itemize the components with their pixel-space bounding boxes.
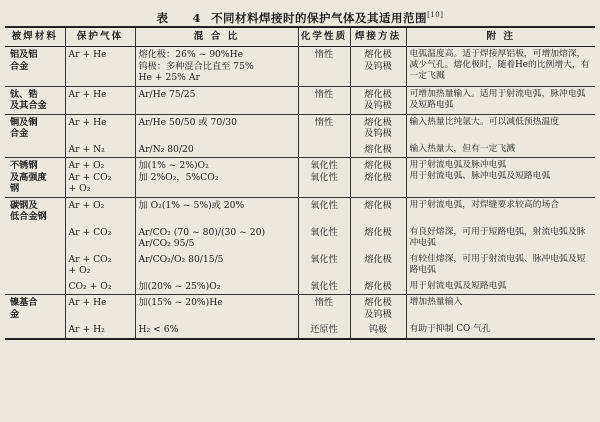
material-cell: 镍基合 金 <box>5 295 65 323</box>
table-row <box>5 158 595 198</box>
material-cell <box>5 252 65 279</box>
mix-ratio-cell: H₂ < 6% <box>135 322 298 339</box>
chemical-property-cell: 惰性 <box>298 114 350 142</box>
gas-cell: Ar + He <box>65 47 135 87</box>
welding-method-cell: 熔化极 <box>350 197 406 225</box>
caption-number: 4 <box>192 10 202 25</box>
chemical-property-cell: 氧化性 <box>298 197 350 225</box>
mix-ratio-cell: 加(1% ~ 2%)O₂ 加 2%O₂，5%CO₂ <box>135 158 298 198</box>
table-row <box>5 86 595 114</box>
mix-ratio-cell: Ar/He 50/50 或 70/30 <box>135 114 298 142</box>
gas-cell: CO₂ + O₂ <box>65 279 135 295</box>
mix-ratio-cell: 加(15% ~ 20%)He <box>135 295 298 323</box>
gas-cell: Ar + He <box>65 295 135 323</box>
header-welding-method: 焊接方法 <box>350 27 406 47</box>
material-cell <box>5 279 65 295</box>
table-row <box>5 252 595 279</box>
table-row <box>5 197 595 225</box>
table-row <box>5 114 595 142</box>
welding-method-cell: 熔化极 <box>350 142 406 158</box>
material-cell <box>5 142 65 158</box>
table-header-row <box>5 27 595 47</box>
mix-ratio-cell: 加(20% ~ 25%)O₂ <box>135 279 298 295</box>
caption-reference: [10] <box>427 11 444 19</box>
chemical-property-cell: 氧化性 <box>298 225 350 252</box>
welding-method-cell: 钨极 <box>350 322 406 339</box>
chemical-property-cell <box>298 142 350 158</box>
mix-ratio-cell: Ar/CO₂/O₂ 80/15/5 <box>135 252 298 279</box>
note-cell: 输入热量比纯氩大。可以减低预热温度 <box>406 114 595 142</box>
mix-ratio-cell: 加 O₂(1% ~ 5%)或 20% <box>135 197 298 225</box>
material-cell: 铝及铝 合金 <box>5 47 65 87</box>
mix-ratio-cell: Ar/He 75/25 <box>135 86 298 114</box>
shielding-gas-table <box>5 26 595 340</box>
welding-method-cell: 熔化极 及钨极 <box>350 86 406 114</box>
note-cell: 输入热量大，但有一定飞溅 <box>406 142 595 158</box>
gas-cell: Ar + H₂ <box>65 322 135 339</box>
header-material: 被焊材料 <box>5 27 65 47</box>
chemical-property-cell: 氧化性 <box>298 252 350 279</box>
table-row <box>5 295 595 323</box>
gas-cell: Ar + O₂ <box>65 197 135 225</box>
material-cell: 碳钢及 低合金钢 <box>5 197 65 225</box>
caption-label: 表 <box>156 10 169 25</box>
gas-cell: Ar + He <box>65 114 135 142</box>
gas-cell: Ar + CO₂ + O₂ <box>65 252 135 279</box>
table-row <box>5 47 595 87</box>
mix-ratio-cell: Ar/N₂ 80/20 <box>135 142 298 158</box>
note-cell: 有良好熔深，可用于短路电弧，射流电弧及脉冲电弧 <box>406 225 595 252</box>
note-cell: 增加热量输入 <box>406 295 595 323</box>
note-cell: 有助于抑制 CO 气孔 <box>406 322 595 339</box>
gas-cell: Ar + N₂ <box>65 142 135 158</box>
material-cell <box>5 322 65 339</box>
welding-method-cell: 熔化极 <box>350 279 406 295</box>
welding-method-cell: 熔化极 <box>350 252 406 279</box>
table-row <box>5 322 595 339</box>
gas-cell: Ar + He <box>65 86 135 114</box>
table-row <box>5 279 595 295</box>
table-row <box>5 225 595 252</box>
header-notes: 附 注 <box>406 27 595 47</box>
welding-method-cell: 熔化极 及钨极 <box>350 114 406 142</box>
note-cell: 用于射流电弧，对焊缝要求较高的场合 <box>406 197 595 225</box>
caption-text: 不同材料焊接时的保护气体及其适用范围 <box>211 10 428 25</box>
note-cell: 用于射流电弧及脉冲电弧 用于射流电弧、脉冲电弧及短路电弧 <box>406 158 595 198</box>
chemical-property-cell: 惰性 <box>298 86 350 114</box>
chemical-property-cell: 惰性 <box>298 295 350 323</box>
chemical-property-cell: 氧化性 氧化性 <box>298 158 350 198</box>
welding-method-cell: 熔化极 及钨极 <box>350 295 406 323</box>
material-cell: 不锈钢 及高强度 钢 <box>5 158 65 198</box>
chemical-property-cell: 氧化性 <box>298 279 350 295</box>
table-caption <box>5 4 595 26</box>
material-cell <box>5 225 65 252</box>
note-cell: 可增加热量输入。适用于射流电弧，脉冲电弧及短路电弧 <box>406 86 595 114</box>
chemical-property-cell: 还原性 <box>298 322 350 339</box>
material-cell: 铜及铜 合金 <box>5 114 65 142</box>
mix-ratio-cell: Ar/CO₂ (70 ~ 80)/(30 ~ 20) Ar/CO₂ 95/5 <box>135 225 298 252</box>
material-cell: 钛、锆 及其合金 <box>5 86 65 114</box>
welding-method-cell: 熔化极 <box>350 225 406 252</box>
table-body <box>5 47 595 339</box>
header-mix-ratio: 混 合 比 <box>135 27 298 47</box>
note-cell: 电弧温度高。适于焊接厚铝板，可增加熔深，减少气孔。熔化极时，随着He的比例增大，有一定飞溅 <box>406 47 595 87</box>
welding-method-cell: 熔化极 熔化极 <box>350 158 406 198</box>
note-cell: 有较佳熔深，可用于射流电弧、脉冲电弧及短路电弧 <box>406 252 595 279</box>
table-row <box>5 142 595 158</box>
gas-cell: Ar + O₂ Ar + CO₂ + O₂ <box>65 158 135 198</box>
chemical-property-cell: 惰性 <box>298 47 350 87</box>
header-gas: 保护气体 <box>65 27 135 47</box>
mix-ratio-cell: 熔化极：26% ~ 90%He 钨极：多种混合比直至 75% He + 25% Ar <box>135 47 298 87</box>
note-cell: 用于射流电弧及短路电弧 <box>406 279 595 295</box>
header-chemical-property: 化学性质 <box>298 27 350 47</box>
gas-cell: Ar + CO₂ <box>65 225 135 252</box>
welding-method-cell: 熔化极 及钨极 <box>350 47 406 87</box>
